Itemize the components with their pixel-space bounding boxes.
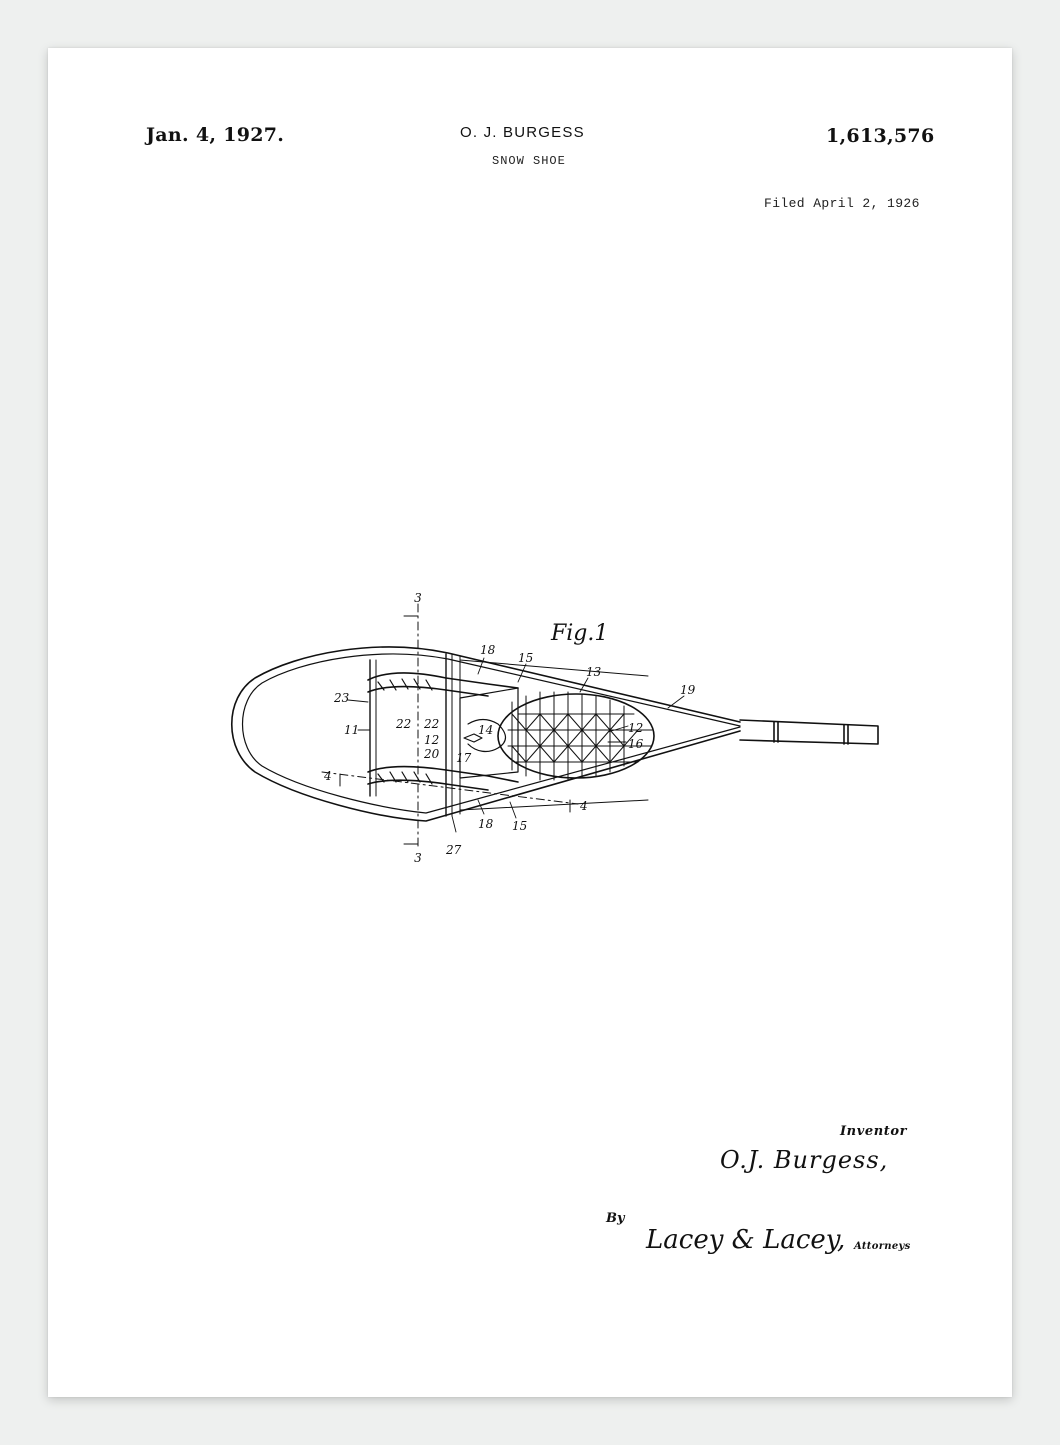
attorney-signature <box>642 1216 852 1266</box>
ref-numeral: 12 <box>628 721 644 735</box>
filing-date: Filed April 2, 1926 <box>764 196 920 211</box>
ref-numeral: 11 <box>344 723 360 737</box>
ref-numeral: 18 <box>478 817 494 831</box>
ref-numeral: 3 <box>414 591 422 605</box>
inventor-signature: O.J. Burgess, <box>720 1146 889 1174</box>
snowshoe-drawing <box>48 48 1012 1397</box>
ref-numeral: 4 <box>324 769 332 783</box>
ref-numeral: 27 <box>446 843 462 857</box>
patent-number: 1,613,576 <box>826 125 935 147</box>
ref-numeral: 19 <box>680 683 696 697</box>
ref-numeral: 3 <box>414 851 422 865</box>
attorney-signature-text: Lacey & Lacey, <box>646 1225 846 1255</box>
patent-sheet <box>48 48 1012 1397</box>
patent-title: SNOW SHOE <box>492 154 566 168</box>
by-label: By <box>606 1211 625 1226</box>
ref-numeral: 22 <box>396 717 412 731</box>
ref-numeral: 13 <box>586 665 602 679</box>
inventor-name-heading: O. J. BURGESS <box>460 124 585 141</box>
ref-numeral: 17 <box>456 751 472 765</box>
ref-numeral: 14 <box>478 723 494 737</box>
patent-date: Jan. 4, 1927. <box>146 124 285 146</box>
ref-numeral: 16 <box>628 737 644 751</box>
ref-numeral: 18 <box>480 643 496 657</box>
attorneys-label: Attorneys <box>854 1241 911 1252</box>
tail-pipe <box>740 720 878 744</box>
figure-label: Fig.1 <box>551 621 609 646</box>
ref-numeral: 15 <box>512 819 528 833</box>
ref-numeral: 4 <box>580 799 588 813</box>
ref-numeral: 22 <box>424 717 440 731</box>
ref-numeral: 20 <box>424 747 440 761</box>
ref-numeral: 12 <box>424 733 440 747</box>
ref-numeral: 23 <box>334 691 350 705</box>
heel-pad <box>498 694 654 778</box>
inventor-label: Inventor <box>840 1124 908 1139</box>
ref-numeral: 15 <box>518 651 534 665</box>
